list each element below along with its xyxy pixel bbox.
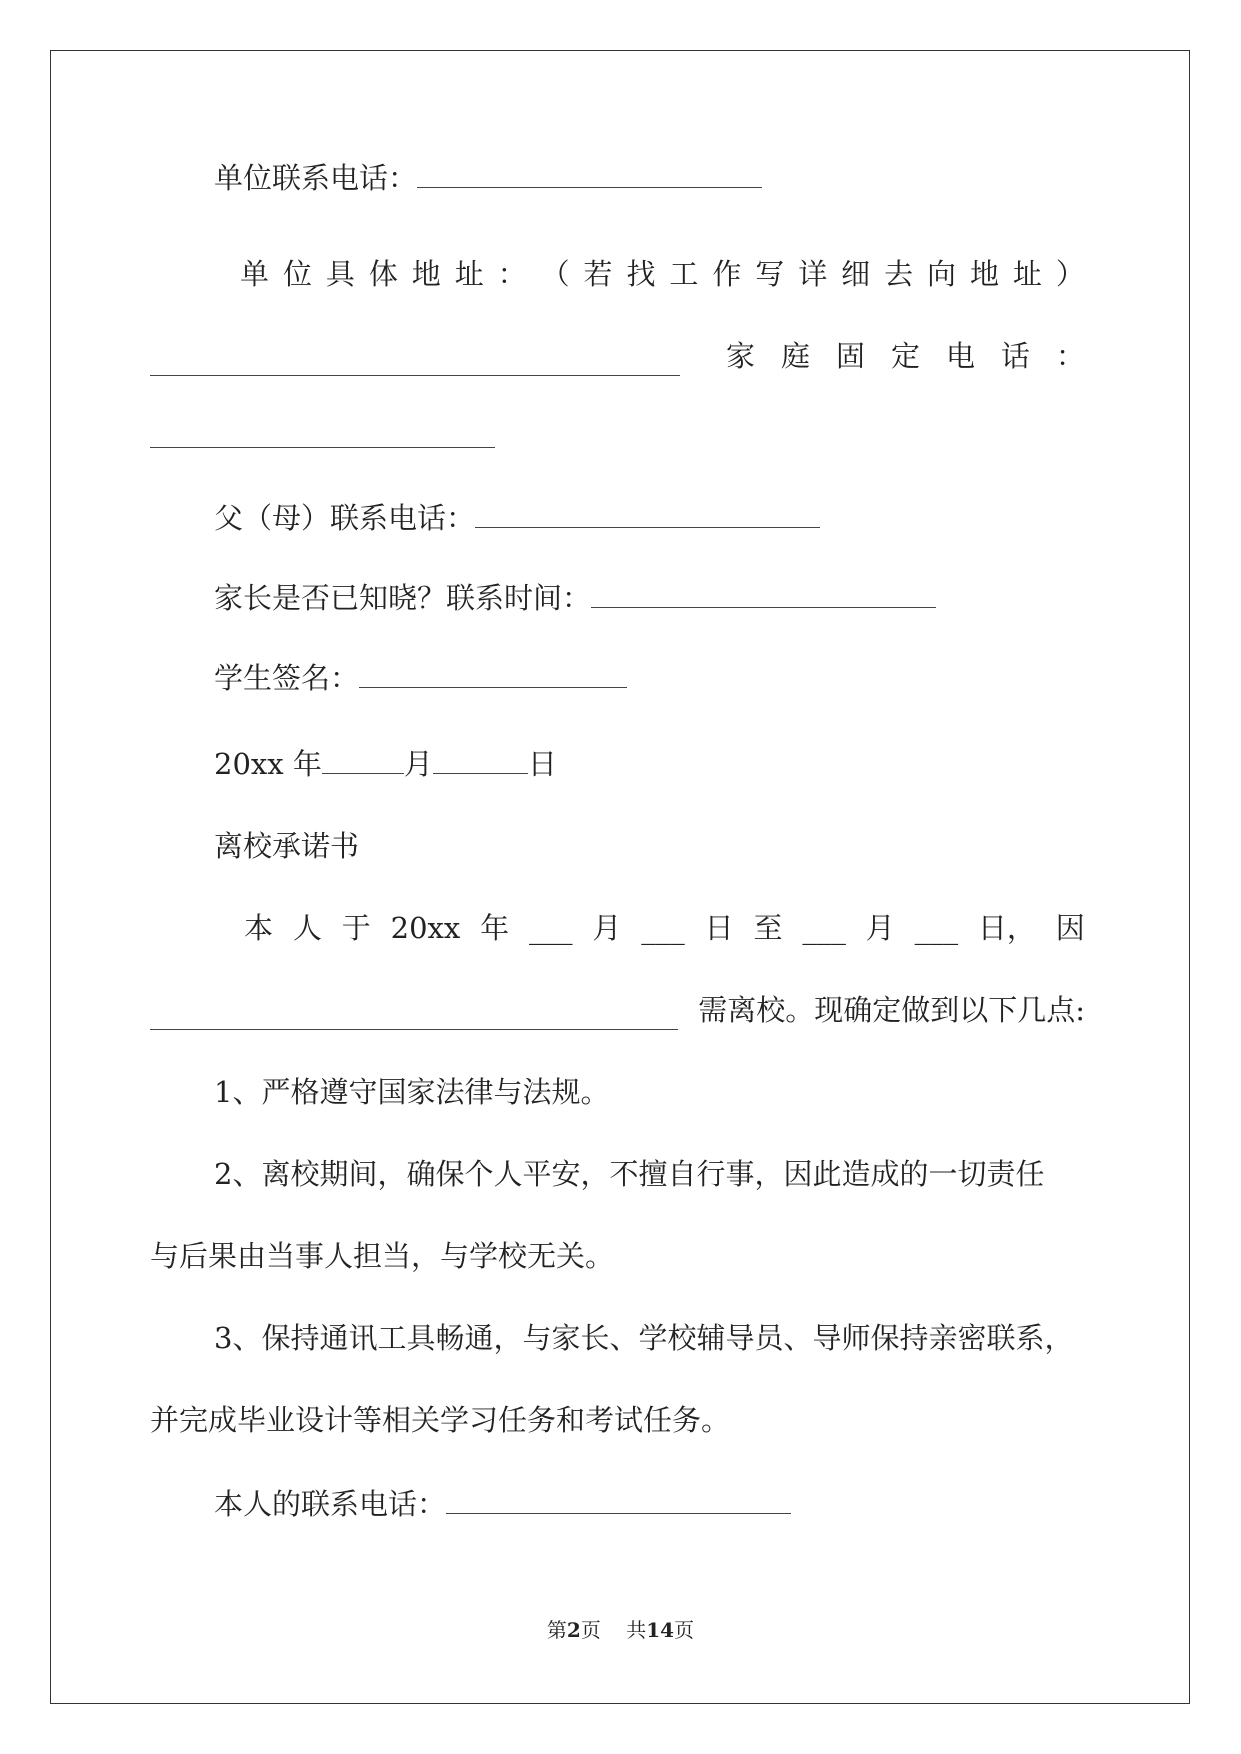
char: 家 bbox=[726, 339, 756, 373]
pledge-title: 离校承诺书 bbox=[214, 829, 360, 863]
char: 地 bbox=[411, 257, 441, 291]
leave-reason-blank[interactable] bbox=[150, 1003, 678, 1030]
date-line bbox=[214, 744, 557, 784]
intro-token: 因 bbox=[1055, 911, 1085, 945]
char: 工 bbox=[669, 257, 699, 291]
total-prefix: 共 bbox=[626, 1618, 647, 1642]
char: （ bbox=[540, 257, 570, 291]
intro-token: ___ bbox=[641, 911, 685, 945]
parent-phone-line bbox=[214, 498, 820, 538]
month-blank[interactable] bbox=[322, 747, 404, 774]
char: 址 bbox=[454, 257, 484, 291]
pledge-item-2-line-2: 与后果由当事人担当，与学校无关。 bbox=[150, 1239, 615, 1273]
student-signature-blank[interactable] bbox=[359, 661, 627, 688]
intro-token: 月 bbox=[592, 911, 622, 945]
total-suffix: 页 bbox=[674, 1618, 695, 1642]
pledge-intro-tail: 需离校。现确定做到以下几点: bbox=[698, 993, 1085, 1027]
char: 若 bbox=[583, 257, 613, 291]
pledge-reason-line bbox=[150, 990, 1085, 1030]
total-pages: 14 bbox=[646, 1618, 675, 1642]
parent-informed-label: 家长是否已知晓？联系时间： bbox=[214, 581, 592, 615]
pledge-item-3-line-1: 3、保持通讯工具畅通，与家长、学校辅导员、导师保持亲密联系， bbox=[214, 1321, 1074, 1355]
pledge-intro bbox=[244, 908, 1085, 948]
unit-phone-label: 单位联系电话： bbox=[214, 161, 418, 195]
self-phone-line bbox=[214, 1484, 791, 1524]
day-blank[interactable] bbox=[433, 747, 528, 774]
char: 位 bbox=[282, 257, 312, 291]
char: ： bbox=[497, 257, 527, 291]
char: ） bbox=[1055, 257, 1085, 291]
self-phone-label: 本人的联系电话： bbox=[214, 1487, 447, 1521]
char: ： bbox=[1055, 339, 1085, 373]
intro-token: 人 bbox=[292, 911, 322, 945]
unit-address-line bbox=[240, 254, 1085, 294]
intro-token: 本 bbox=[244, 911, 274, 945]
page-suffix: 页 bbox=[580, 1618, 601, 1642]
intro-token: 年 bbox=[480, 911, 510, 945]
pledge-item-2-line-1: 2、离校期间，确保个人平安，不擅自行事，因此造成的一切责任 bbox=[214, 1157, 1045, 1191]
unit-phone-line bbox=[214, 158, 762, 198]
unit-address-blank[interactable] bbox=[150, 349, 680, 376]
date-month: 月 bbox=[403, 747, 433, 781]
char: 细 bbox=[841, 257, 871, 291]
date-year: 20xx 年 bbox=[214, 747, 322, 781]
parent-informed-line bbox=[214, 578, 936, 618]
home-phone-line bbox=[150, 336, 1085, 376]
unit-phone-blank[interactable] bbox=[417, 161, 762, 188]
char: 找 bbox=[626, 257, 656, 291]
char: 写 bbox=[755, 257, 785, 291]
parent-phone-label: 父（母）联系电话： bbox=[214, 501, 476, 535]
char: 作 bbox=[712, 257, 742, 291]
intro-token: 于 bbox=[341, 911, 371, 945]
char: 地 bbox=[969, 257, 999, 291]
pledge-item-3-line-2: 并完成毕业设计等相关学习任务和考试任务。 bbox=[150, 1403, 731, 1437]
self-phone-blank[interactable] bbox=[446, 1487, 791, 1514]
intro-token: 日， bbox=[977, 911, 1036, 945]
student-signature-line bbox=[214, 658, 627, 698]
char: 定 bbox=[890, 339, 920, 373]
date-day: 日 bbox=[527, 747, 557, 781]
intro-token: 日 bbox=[704, 911, 734, 945]
char: 固 bbox=[835, 339, 865, 373]
intro-token: ___ bbox=[802, 911, 846, 945]
page-number: 2 bbox=[566, 1618, 581, 1642]
intro-token: 20xx bbox=[390, 911, 461, 945]
char: 体 bbox=[368, 257, 398, 291]
intro-token: ___ bbox=[914, 911, 959, 945]
char: 电 bbox=[945, 339, 975, 373]
unit-address-label bbox=[240, 254, 1085, 294]
home-phone-blank-line bbox=[150, 418, 495, 458]
pledge-item-1: 1、严格遵守国家法律与法规。 bbox=[214, 1075, 610, 1109]
char: 庭 bbox=[780, 339, 810, 373]
parent-phone-blank[interactable] bbox=[475, 501, 820, 528]
contact-time-blank[interactable] bbox=[591, 581, 936, 608]
intro-token: 至 bbox=[753, 911, 783, 945]
char: 详 bbox=[798, 257, 828, 291]
intro-token: ___ bbox=[528, 911, 573, 945]
page-border bbox=[50, 50, 1190, 1704]
char: 话 bbox=[1000, 339, 1030, 373]
char: 向 bbox=[927, 257, 957, 291]
home-phone-blank[interactable] bbox=[150, 421, 495, 448]
student-signature-label: 学生签名： bbox=[214, 661, 360, 695]
char: 具 bbox=[325, 257, 355, 291]
pledge-intro-line bbox=[244, 908, 1085, 948]
intro-token: 月 bbox=[865, 911, 895, 945]
char: 单 bbox=[240, 257, 270, 291]
char: 址 bbox=[1012, 257, 1042, 291]
page-footer bbox=[0, 1618, 1241, 1642]
home-phone-label bbox=[726, 336, 1085, 376]
page-prefix: 第 bbox=[546, 1618, 567, 1642]
char: 去 bbox=[884, 257, 914, 291]
